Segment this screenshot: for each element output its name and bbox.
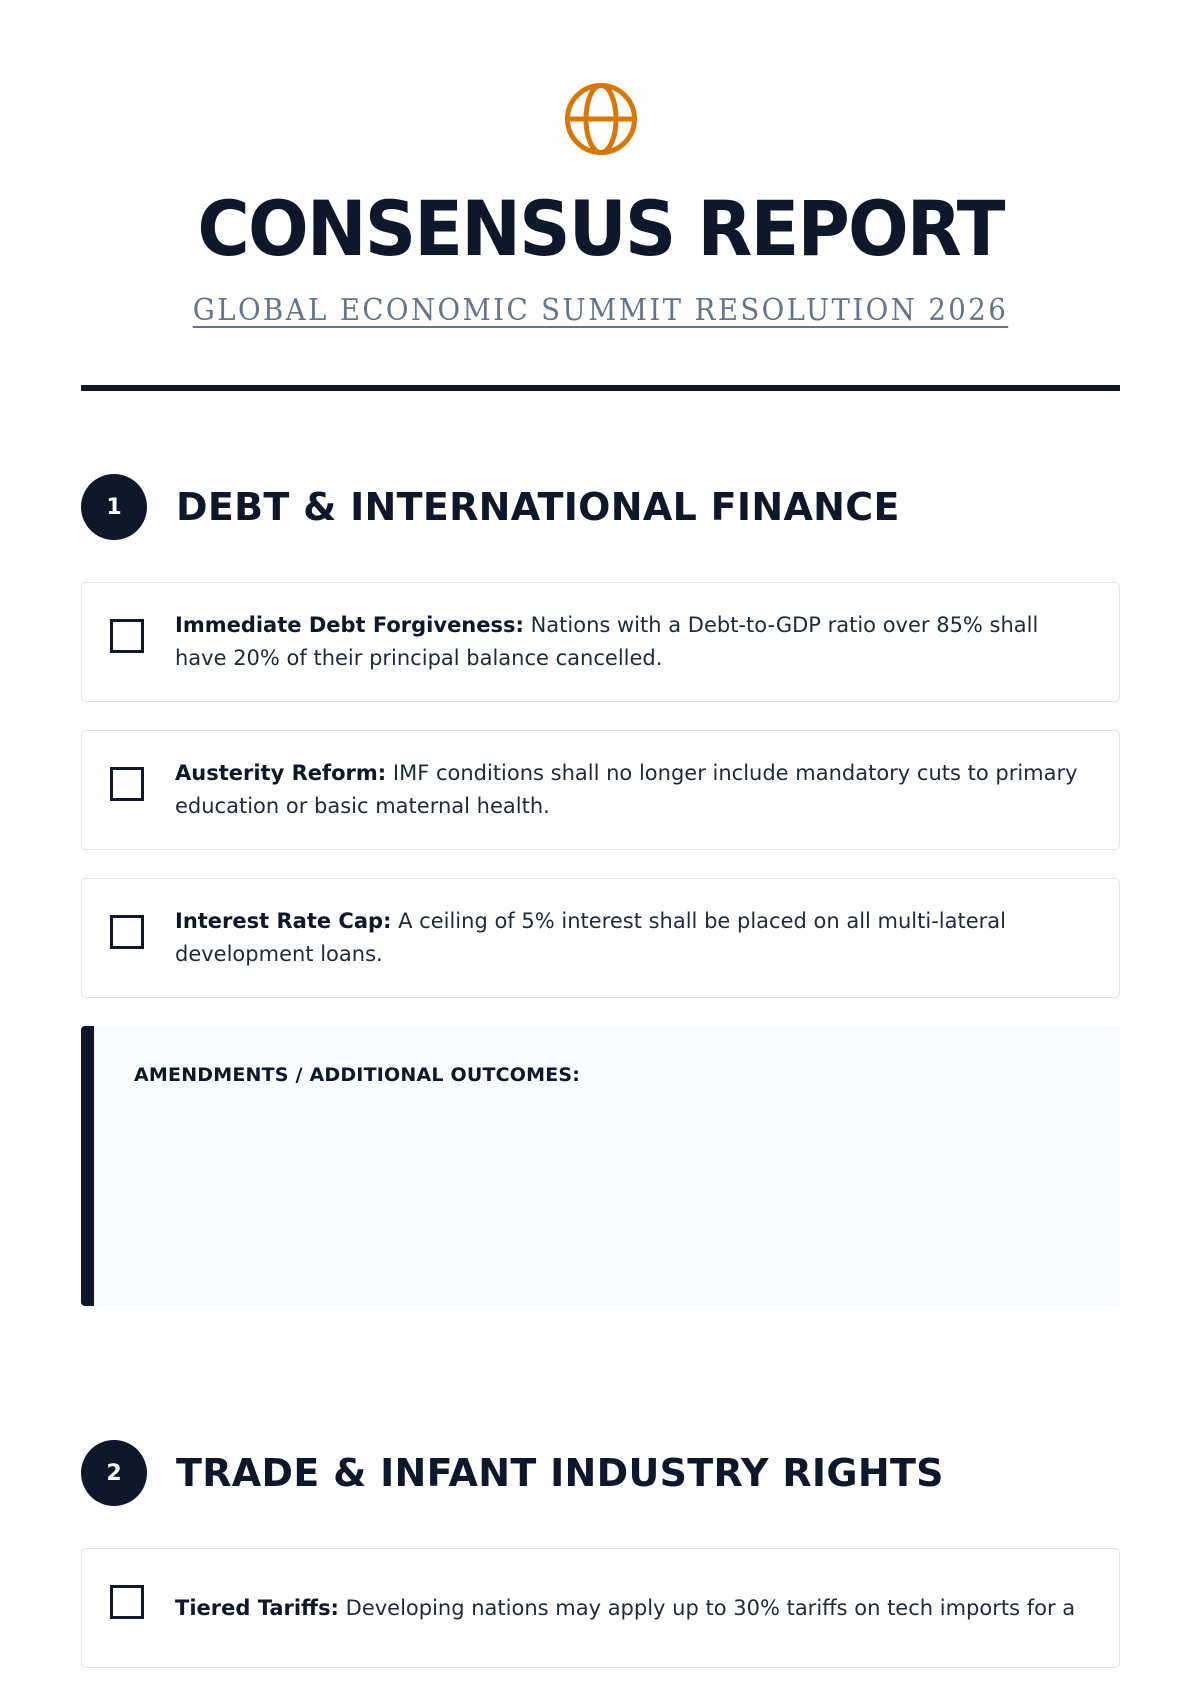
globe-icon bbox=[563, 81, 639, 157]
resolution-item bbox=[81, 730, 1120, 850]
amendments-box bbox=[81, 1026, 1120, 1306]
resolution-item bbox=[81, 878, 1120, 998]
report-page bbox=[81, 0, 1120, 1696]
section-number-badge: 1 bbox=[81, 474, 147, 540]
report-header bbox=[81, 0, 1120, 329]
resolution-item bbox=[81, 582, 1120, 702]
resolution-checkbox[interactable] bbox=[110, 619, 144, 653]
resolution-text bbox=[175, 905, 1089, 971]
header-divider bbox=[81, 385, 1120, 391]
report-subtitle: GLOBAL ECONOMIC SUMMIT RESOLUTION 2026 bbox=[192, 293, 1009, 328]
resolution-text bbox=[175, 1592, 1075, 1625]
section-title: TRADE & INFANT INDUSTRY RIGHTS bbox=[176, 1451, 944, 1495]
resolution-checkbox[interactable] bbox=[110, 767, 144, 801]
resolution-checkbox[interactable] bbox=[110, 915, 144, 949]
resolution-description: IMF conditions shall no longer include mandatory cuts to primary education or basic maternal health. bbox=[175, 761, 1078, 818]
resolution-label: Interest Rate Cap: bbox=[175, 909, 392, 933]
amendments-input[interactable] bbox=[134, 1104, 1084, 1278]
section-2-header bbox=[81, 1440, 1120, 1506]
section-1-header bbox=[81, 474, 1120, 540]
section-1-items bbox=[81, 582, 1120, 998]
resolution-label: Immediate Debt Forgiveness: bbox=[175, 613, 524, 637]
resolution-label: Tiered Tariffs: bbox=[175, 1595, 339, 1620]
resolution-checkbox[interactable] bbox=[110, 1585, 144, 1619]
resolution-description: Developing nations may apply up to 30% tariffs on tech imports for a bbox=[338, 1595, 1076, 1620]
resolution-description: A ceiling of 5% interest shall be placed on all multi-lateral development loans. bbox=[175, 909, 1006, 966]
section-title: DEBT & INTERNATIONAL FINANCE bbox=[176, 485, 900, 529]
resolution-label: Austerity Reform: bbox=[175, 761, 387, 785]
section-number-badge: 2 bbox=[81, 1440, 147, 1506]
resolution-text bbox=[175, 757, 1089, 823]
section-2-items bbox=[81, 1548, 1120, 1668]
report-title: CONSENSUS REPORT bbox=[197, 184, 1004, 273]
amendments-label: AMENDMENTS / ADDITIONAL OUTCOMES: bbox=[134, 1064, 581, 1086]
resolution-text bbox=[175, 609, 1089, 675]
resolution-item bbox=[81, 1548, 1120, 1668]
resolution-description: Nations with a Debt-to-GDP ratio over 85% shall have 20% of their principal balance cancelled. bbox=[175, 613, 1039, 670]
